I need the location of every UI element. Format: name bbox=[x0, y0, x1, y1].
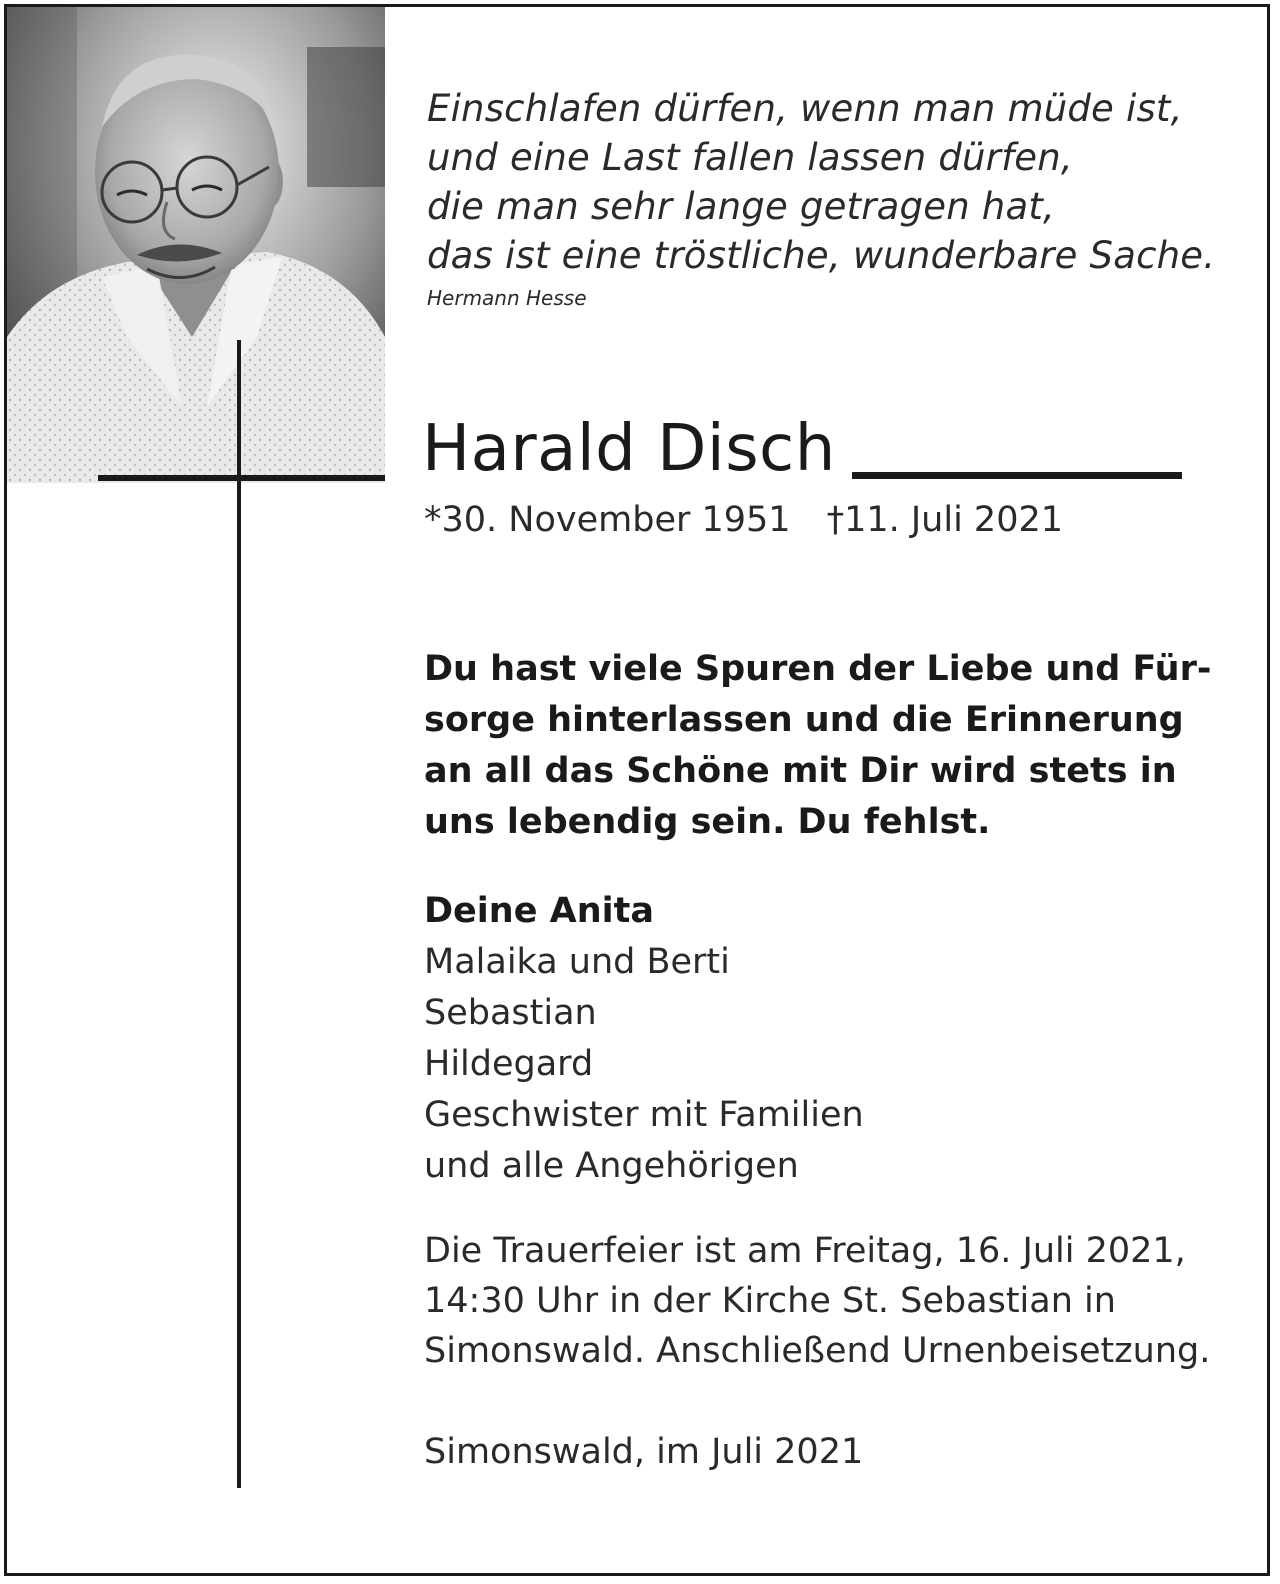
quote-line: die man sehr lange getragen hat, bbox=[427, 185, 1055, 228]
cross-horizontal-bar bbox=[98, 475, 385, 481]
message-line: Du hast viele Spuren der Liebe und Für- bbox=[424, 649, 1212, 689]
birth-date: *30. November 1951 bbox=[424, 500, 791, 540]
mourner: Sebastian bbox=[424, 993, 597, 1033]
service-line: Die Trauerfeier ist am Freitag, 16. Juli 2021, bbox=[424, 1231, 1186, 1271]
mourner: und alle Angehörigen bbox=[424, 1146, 799, 1186]
deceased-name: Harald Disch bbox=[422, 412, 836, 486]
mourner: Malaika und Berti bbox=[424, 942, 730, 982]
message-line: sorge hinterlassen und die Erinnerung bbox=[424, 700, 1184, 740]
message-line: an all das Schöne mit Dir wird stets in bbox=[424, 751, 1177, 791]
message-line: uns lebendig sein. Du fehlst. bbox=[424, 802, 991, 842]
mourner-lead: Deine Anita bbox=[424, 891, 654, 931]
memorial-message bbox=[424, 644, 1212, 848]
mourner: Hildegard bbox=[424, 1044, 594, 1084]
portrait-photo bbox=[7, 7, 385, 483]
place-and-date: Simonswald, im Juli 2021 bbox=[424, 1432, 864, 1472]
quote-line: Einschlafen dürfen, wenn man müde ist, bbox=[427, 87, 1183, 130]
funeral-service-info bbox=[424, 1226, 1214, 1376]
quote bbox=[427, 84, 1227, 280]
name-rule bbox=[852, 472, 1182, 479]
mourners-list bbox=[424, 886, 1164, 1192]
mourner: Geschwister mit Familien bbox=[424, 1095, 864, 1135]
portrait-image bbox=[7, 7, 385, 483]
service-line: Simonswald. Anschließend Urnenbeisetzung. bbox=[424, 1331, 1211, 1371]
quote-line: und eine Last fallen lassen dürfen, bbox=[427, 136, 1073, 179]
quote-author: Hermann Hesse bbox=[427, 286, 587, 310]
cross-vertical-bar bbox=[237, 340, 241, 1488]
life-dates bbox=[424, 500, 1063, 540]
quote-line: das ist eine tröstliche, wunderbare Sache. bbox=[427, 234, 1216, 277]
death-date: †11. Juli 2021 bbox=[826, 500, 1064, 540]
service-line: 14:30 Uhr in der Kirche St. Sebastian in bbox=[424, 1281, 1116, 1321]
